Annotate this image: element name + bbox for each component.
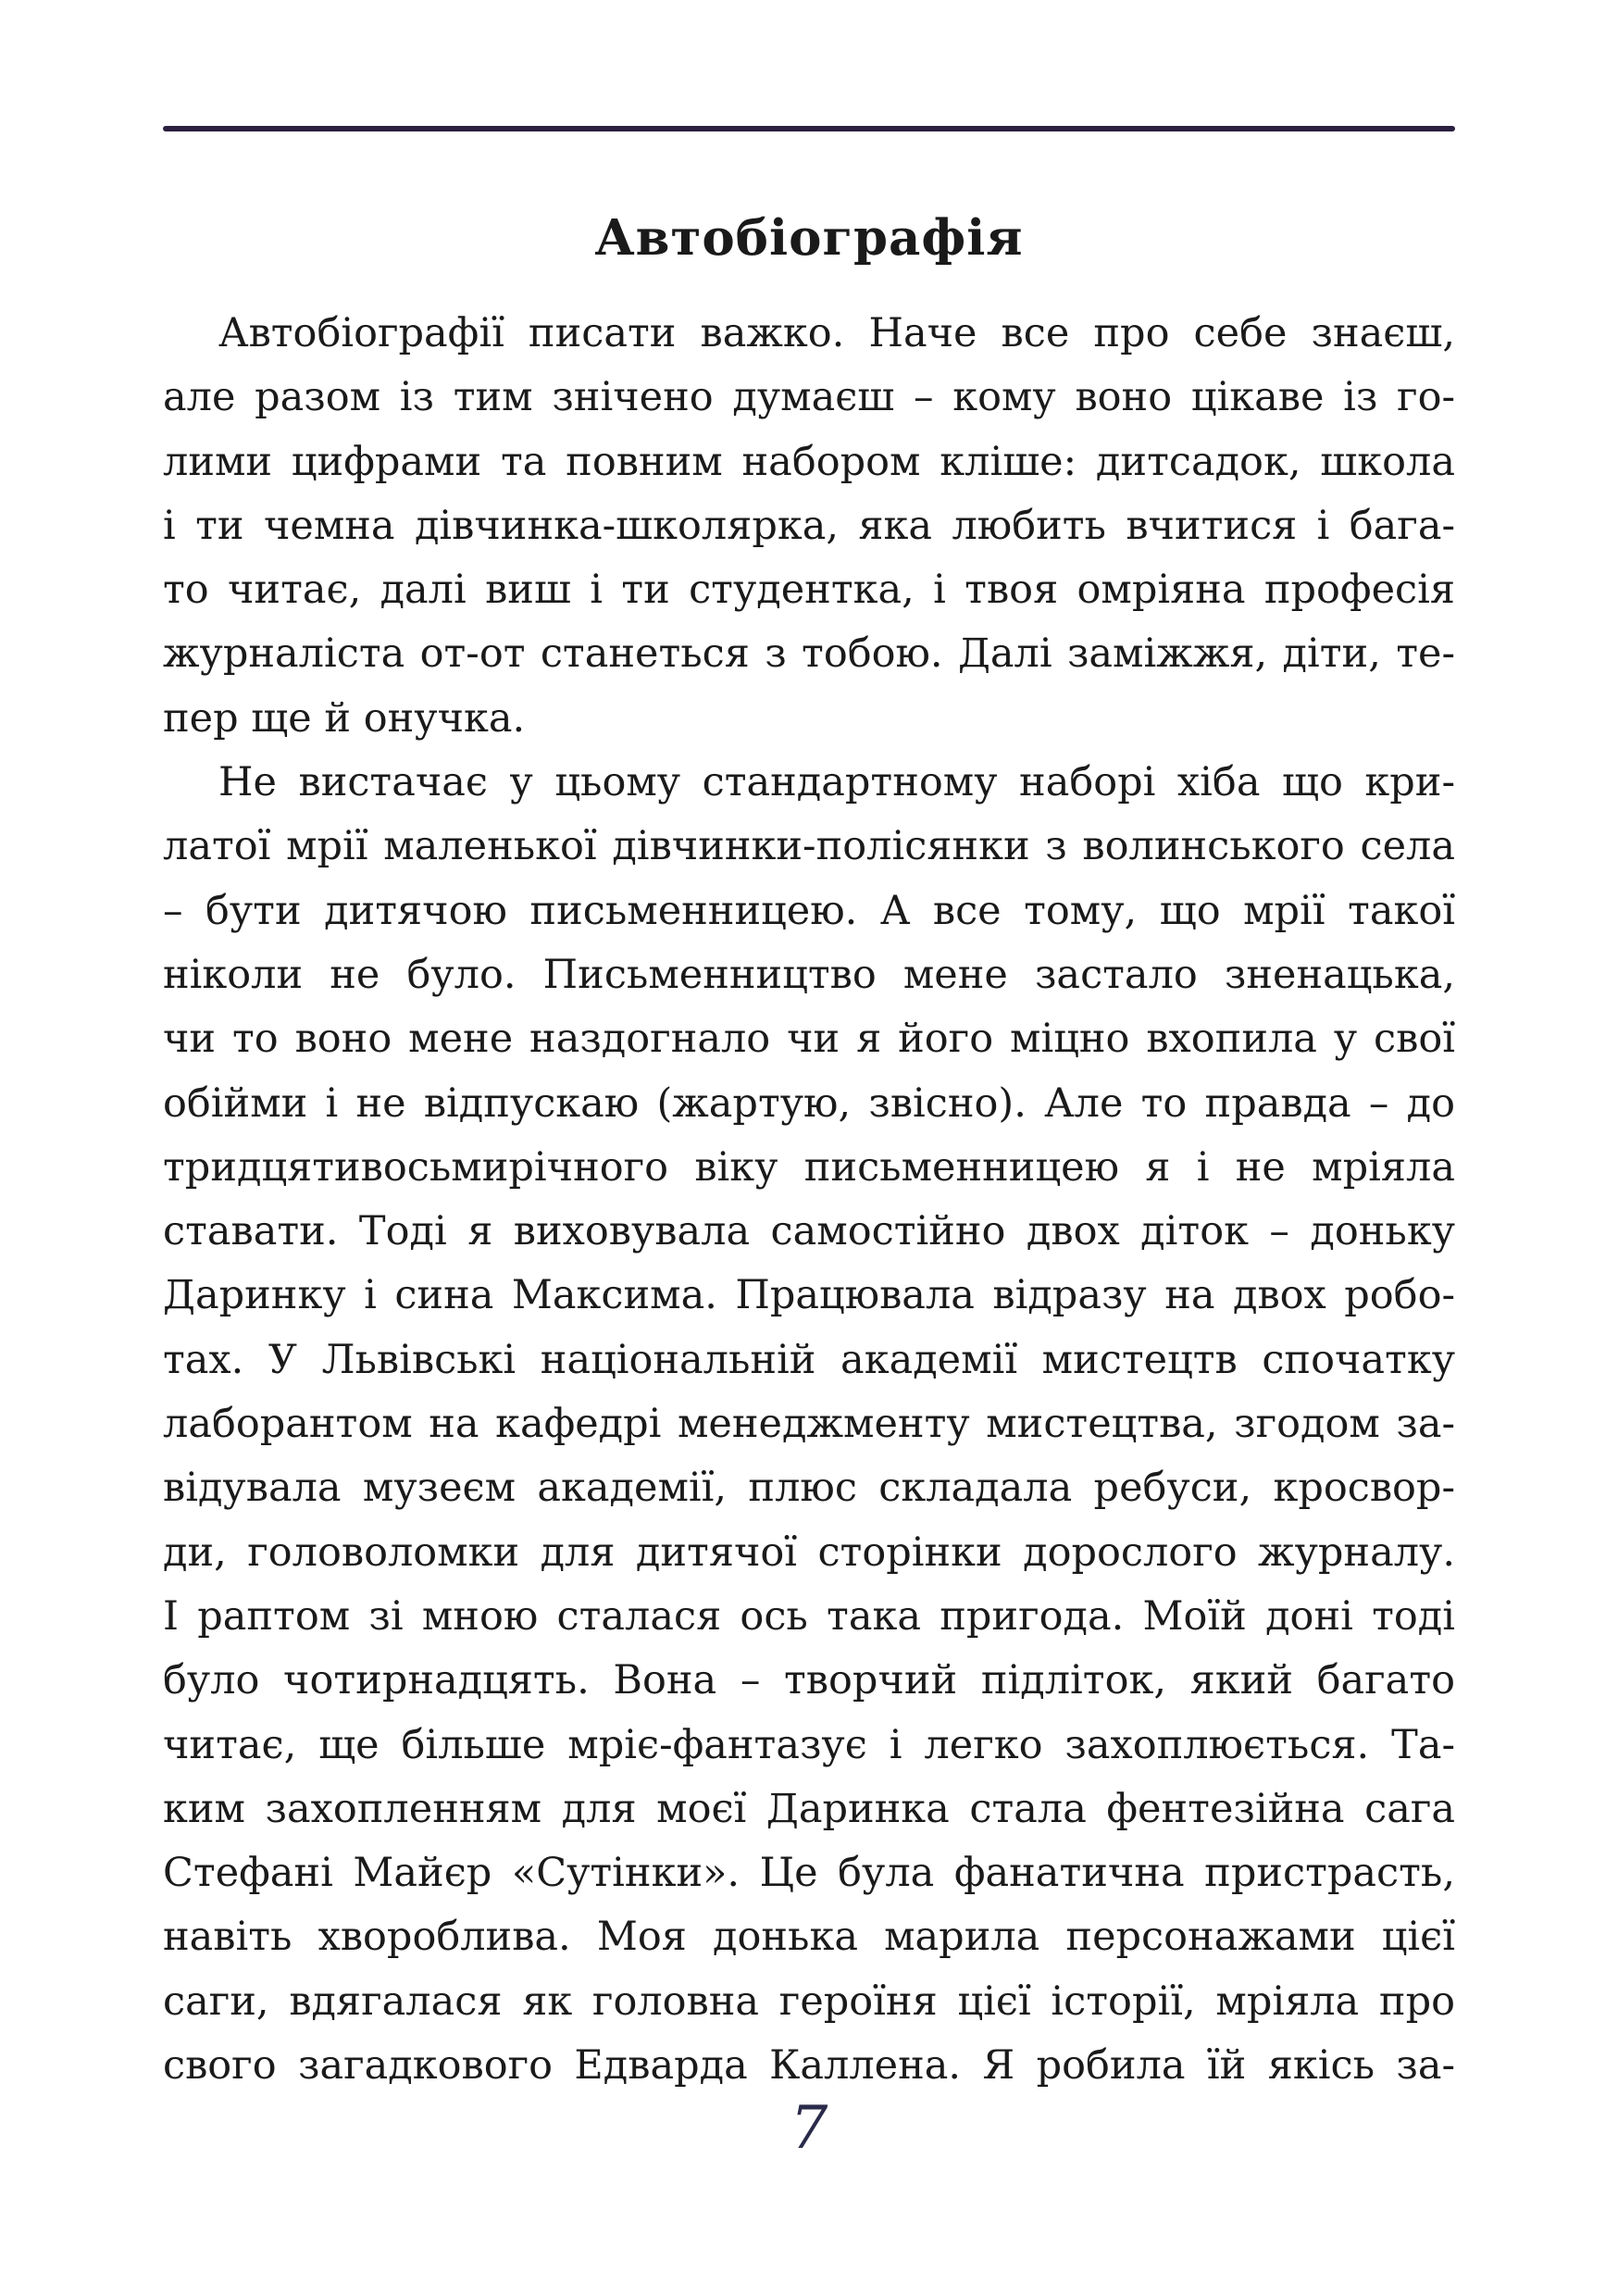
text-line: журналіста от-от станеться з тобою. Далі заміжжя, діти, те-	[163, 630, 1455, 678]
text-line: Даринку і сина Максима. Працювала відразу на двох робо-	[163, 1272, 1455, 1319]
text-line: Автобіографії писати важко. Наче все про себе знаєш,	[218, 310, 1455, 356]
text-line: було чотирнадцять. Вона – творчий підліток, який багато	[163, 1657, 1455, 1704]
text-line: то читає, далі виш і ти студентка, і твоя омріяна професія	[163, 567, 1455, 614]
text-line: лими цифрами та повним набором кліше: дитсадок, школа	[163, 438, 1455, 485]
text-line: і ти чемна дівчинка-школярка, яка любить вчитися і бага-	[163, 502, 1455, 549]
text-line: ким захопленням для моєї Даринка стала фентезійна сага	[163, 1785, 1455, 1832]
text-line: саги, вдягалася як головна героїня цієї історії, мріяла про	[163, 1978, 1455, 2025]
text-line: – бути дитячою письменницею. А все тому, що мрії такої	[163, 887, 1455, 934]
text-line: обійми і не відпускаю (жартую, звісно). Але то правда – до	[163, 1079, 1455, 1127]
text-line: пер ще й онучка.	[163, 694, 526, 742]
page-title: Автобіографія	[594, 209, 1024, 267]
page-number: 7	[790, 2094, 828, 2163]
text-line: ніколи не було. Письменництво мене застало зненацька,	[163, 951, 1455, 998]
body-text	[163, 302, 1455, 2098]
text-line: тах. У Львівські національній академії мистецтв спочатку	[163, 1336, 1455, 1383]
text-line: Не вистачає у цьому стандартному наборі хіба що кри-	[218, 759, 1455, 806]
text-line: відувала музеєм академії, плюс складала ребуси, кросвор-	[163, 1465, 1455, 1512]
text-line: Стефані Майєр «Сутінки». Це була фанатична пристрасть,	[163, 1850, 1455, 1897]
text-line: ди, головоломки для дитячої сторінки дорослого журналу.	[163, 1529, 1455, 1576]
text-line: свого загадкового Едварда Каллена. Я робила їй якісь за-	[163, 2042, 1455, 2090]
text-line: читає, ще більше мріє-фантазує і легко захоплюється. Та-	[163, 1721, 1455, 1768]
top-divider-rule	[163, 126, 1455, 131]
text-line: І раптом зі мною сталася ось така пригода. Моїй доні тоді	[163, 1592, 1455, 1640]
text-line: навіть хвороблива. Моя донька марила персонажами цієї	[163, 1914, 1455, 1961]
text-line: латої мрії маленької дівчинки-полісянки з волинського села	[163, 823, 1455, 870]
text-line: ставати. Тоді я виховувала самостійно двох діток – доньку	[163, 1208, 1455, 1255]
text-line: чи то воно мене наздогнало чи я його міцно вхопила у свої	[163, 1016, 1455, 1063]
text-line: тридцятивосьмирічного віку письменницею я і не мріяла	[163, 1143, 1455, 1191]
text-line: лаборантом на кафедрі менеджменту мистецтва, згодом за-	[163, 1401, 1455, 1448]
text-line: але разом із тим знічено думаєш – кому воно цікаве із го-	[163, 374, 1455, 421]
